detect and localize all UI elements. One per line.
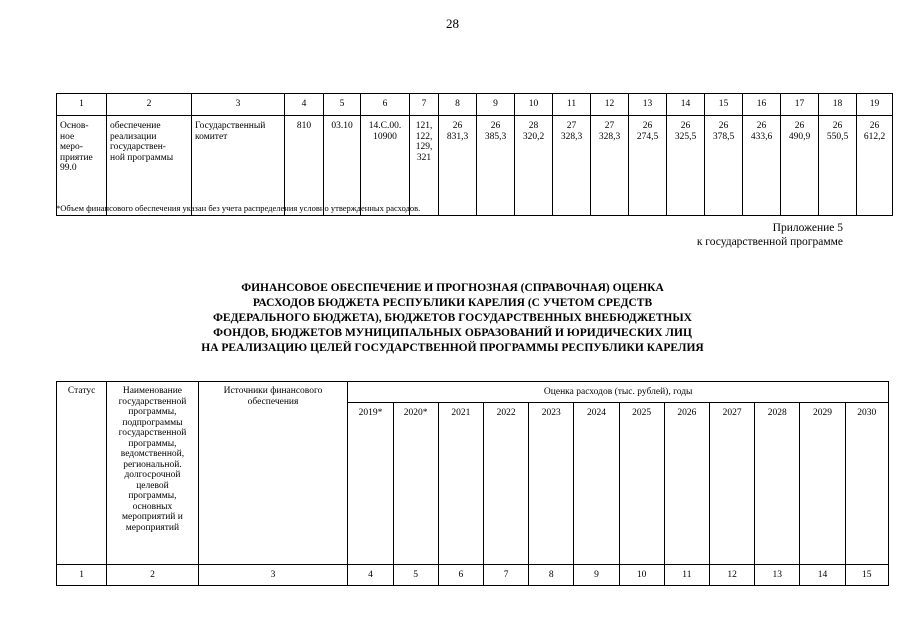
section-cell: 03.10 xyxy=(324,116,361,216)
text-line: 129, xyxy=(415,142,433,152)
year-header: 2023 xyxy=(529,403,574,565)
column-number-cell: 11 xyxy=(553,94,591,116)
table-header-row xyxy=(57,94,893,116)
text-line: 122, xyxy=(415,131,433,142)
text-line: 26 xyxy=(794,121,805,131)
status-cell xyxy=(57,116,107,216)
financing-table xyxy=(56,93,893,216)
text-line: приятие xyxy=(60,152,93,163)
text-line: основных xyxy=(132,501,173,512)
text-line: 328,3 xyxy=(560,131,583,142)
text-line: 26 xyxy=(452,121,463,131)
text-line: 378,5 xyxy=(712,131,735,142)
amount-cell xyxy=(781,116,819,216)
amount-cell xyxy=(705,116,743,216)
text-line: 99.0 xyxy=(60,163,77,173)
column-number-cell: 1 xyxy=(57,94,107,116)
text-line: 26 xyxy=(832,121,843,131)
amount-cell xyxy=(439,116,477,216)
column-number-cell: 1 xyxy=(57,565,107,586)
column-number-cell: 17 xyxy=(781,94,819,116)
text-line: Основ- xyxy=(60,121,89,131)
column-number-cell: 14 xyxy=(667,94,705,116)
text-line: 26 xyxy=(718,121,729,131)
column-number-cell: 16 xyxy=(743,94,781,116)
text-line: 328,3 xyxy=(598,131,621,142)
column-numbers-row xyxy=(57,565,889,586)
column-number-cell: 18 xyxy=(819,94,857,116)
text-line: меро- xyxy=(60,142,83,152)
text-line: 28 xyxy=(528,121,539,131)
year-header: 2024 xyxy=(574,403,619,565)
text-line: НА РЕАЛИЗАЦИЮ ЦЕЛЕЙ ГОСУДАРСТВЕННОЙ ПРОГРАММЫ РЕСПУБЛИКИ КАРЕЛИЯ xyxy=(201,342,704,354)
text-line: ФИНАНСОВОЕ ОБЕСПЕЧЕНИЕ И ПРОГНОЗНАЯ (СПРАВОЧНАЯ) ОЦЕНКА xyxy=(241,282,664,294)
text-line: 385,3 xyxy=(484,131,507,142)
text-line: 550,5 xyxy=(826,131,849,142)
code-cell: 810 xyxy=(285,116,324,216)
text-line: ной программы xyxy=(110,152,174,163)
text-line: мероприятий и xyxy=(122,512,183,522)
text-line: 320,2 xyxy=(522,131,545,142)
text-line: 26 xyxy=(490,121,501,131)
text-line: ведомственной, xyxy=(120,449,185,459)
text-line: мероприятий xyxy=(125,522,180,533)
text-line: ФОНДОВ, БЮДЖЕТОВ МУНИЦИПАЛЬНЫХ ОБРАЗОВАНИЙ И ЮРИДИЧЕСКИХ ЛИЦ xyxy=(213,327,692,339)
column-number-cell: 3 xyxy=(198,565,348,586)
text-line: 27 xyxy=(604,121,615,131)
page-number: 28 xyxy=(446,16,459,31)
text-line: Наименование xyxy=(122,386,183,396)
text-line: РАСХОДОВ БЮДЖЕТА РЕСПУБЛИКИ КАРЕЛИЯ (С УЧЕТОМ СРЕДСТВ xyxy=(252,297,653,309)
text-line: 26 xyxy=(756,121,767,131)
text-line: государственной xyxy=(118,396,187,407)
document-title xyxy=(100,281,805,356)
amount-cell xyxy=(819,116,857,216)
text-line: 10900 xyxy=(373,131,397,142)
column-number-cell: 12 xyxy=(709,565,754,586)
text-line: 433,6 xyxy=(750,131,773,142)
column-number-cell: 4 xyxy=(285,94,324,116)
amount-cell xyxy=(743,116,781,216)
text-line: подпрограммы xyxy=(122,417,183,428)
column-number-cell: 13 xyxy=(755,565,800,586)
column-number-cell: 4 xyxy=(348,565,393,586)
estimate-header: Оценка расходов (тыс. рублей), годы xyxy=(348,382,889,403)
text-line: обеспечения xyxy=(247,396,299,407)
text-line: 325,5 xyxy=(674,131,697,142)
year-header: 2026 xyxy=(664,403,709,565)
column-number-cell: 15 xyxy=(845,565,888,586)
text-line: 14.С.00. xyxy=(368,121,402,131)
source-cell xyxy=(192,116,285,216)
text-line: Государственный xyxy=(195,121,266,131)
column-number-cell: 5 xyxy=(324,94,361,116)
column-number-cell: 11 xyxy=(664,565,709,586)
text-line: 612,2 xyxy=(863,131,886,142)
target-article-cell xyxy=(361,116,410,216)
estimate-table xyxy=(56,381,889,586)
expense-type-cell xyxy=(410,116,439,216)
column-number-cell: 10 xyxy=(515,94,553,116)
amount-cell xyxy=(515,116,553,216)
source-header xyxy=(198,382,348,565)
column-number-cell: 8 xyxy=(529,565,574,586)
footnote: *Объем финансового обеспечения указан без учета распределения условно утвержденных расходов. xyxy=(56,203,421,213)
appendix-label xyxy=(697,221,843,249)
text-line: 26 xyxy=(680,121,691,131)
text-line: программы, xyxy=(128,491,177,501)
text-line: программы, xyxy=(128,407,177,417)
column-number-cell: 9 xyxy=(574,565,619,586)
text-line: 26 xyxy=(869,121,880,131)
status-header: Статус xyxy=(57,382,107,565)
column-number-cell: 10 xyxy=(619,565,664,586)
appendix-line: к государственной программе xyxy=(696,236,843,248)
year-header: 2027 xyxy=(709,403,754,565)
table-row xyxy=(57,116,893,216)
column-number-cell: 2 xyxy=(107,94,192,116)
column-number-cell: 6 xyxy=(361,94,410,116)
text-line: обеспечение xyxy=(110,121,161,131)
text-line: комитет xyxy=(195,131,228,142)
column-number-cell: 13 xyxy=(629,94,667,116)
amount-cell xyxy=(857,116,893,216)
text-line: государствен- xyxy=(110,142,166,152)
text-line: ное xyxy=(60,131,75,142)
year-header: 2020* xyxy=(393,403,438,565)
text-line: долгосрочной xyxy=(124,470,181,480)
text-line: 121, xyxy=(415,121,433,131)
year-header: 2029 xyxy=(800,403,845,565)
text-line: 274,5 xyxy=(636,131,659,142)
column-number-cell: 12 xyxy=(591,94,629,116)
text-line: региональной. xyxy=(123,459,182,470)
amount-cell xyxy=(553,116,591,216)
column-number-cell: 2 xyxy=(107,565,198,586)
name-header xyxy=(107,382,198,565)
text-line: 321 xyxy=(416,152,432,163)
year-header: 2019* xyxy=(348,403,393,565)
text-line: 26 xyxy=(642,121,653,131)
column-number-cell: 9 xyxy=(477,94,515,116)
column-number-cell: 14 xyxy=(800,565,845,586)
year-header: 2021 xyxy=(438,403,483,565)
amount-cell xyxy=(629,116,667,216)
column-number-cell: 3 xyxy=(192,94,285,116)
column-number-cell: 6 xyxy=(438,565,483,586)
column-number-cell: 7 xyxy=(410,94,439,116)
appendix-line: Приложение 5 xyxy=(772,222,843,234)
text-line: программы, xyxy=(128,438,177,449)
text-line: 831,3 xyxy=(446,131,469,142)
column-number-cell: 8 xyxy=(439,94,477,116)
amount-cell xyxy=(477,116,515,216)
name-cell xyxy=(107,116,192,216)
text-line: 27 xyxy=(566,121,577,131)
year-header: 2022 xyxy=(483,403,528,565)
year-header: 2030 xyxy=(845,403,888,565)
text-line: Источники финансового xyxy=(223,386,323,396)
year-header: 2025 xyxy=(619,403,664,565)
text-line: ФЕДЕРАЛЬНОГО БЮДЖЕТА), БЮДЖЕТОВ ГОСУДАРСТВЕННЫХ ВНЕБЮДЖЕТНЫХ xyxy=(213,312,692,324)
text-line: реализации xyxy=(110,131,157,142)
column-number-cell: 19 xyxy=(857,94,893,116)
column-number-cell: 15 xyxy=(705,94,743,116)
amount-cell xyxy=(591,116,629,216)
column-number-cell: 7 xyxy=(483,565,528,586)
column-number-cell: 5 xyxy=(393,565,438,586)
amount-cell xyxy=(667,116,705,216)
year-header: 2028 xyxy=(755,403,800,565)
text-line: целевой xyxy=(136,480,169,491)
text-line: государственной xyxy=(118,428,187,438)
text-line: 490,9 xyxy=(788,131,811,142)
